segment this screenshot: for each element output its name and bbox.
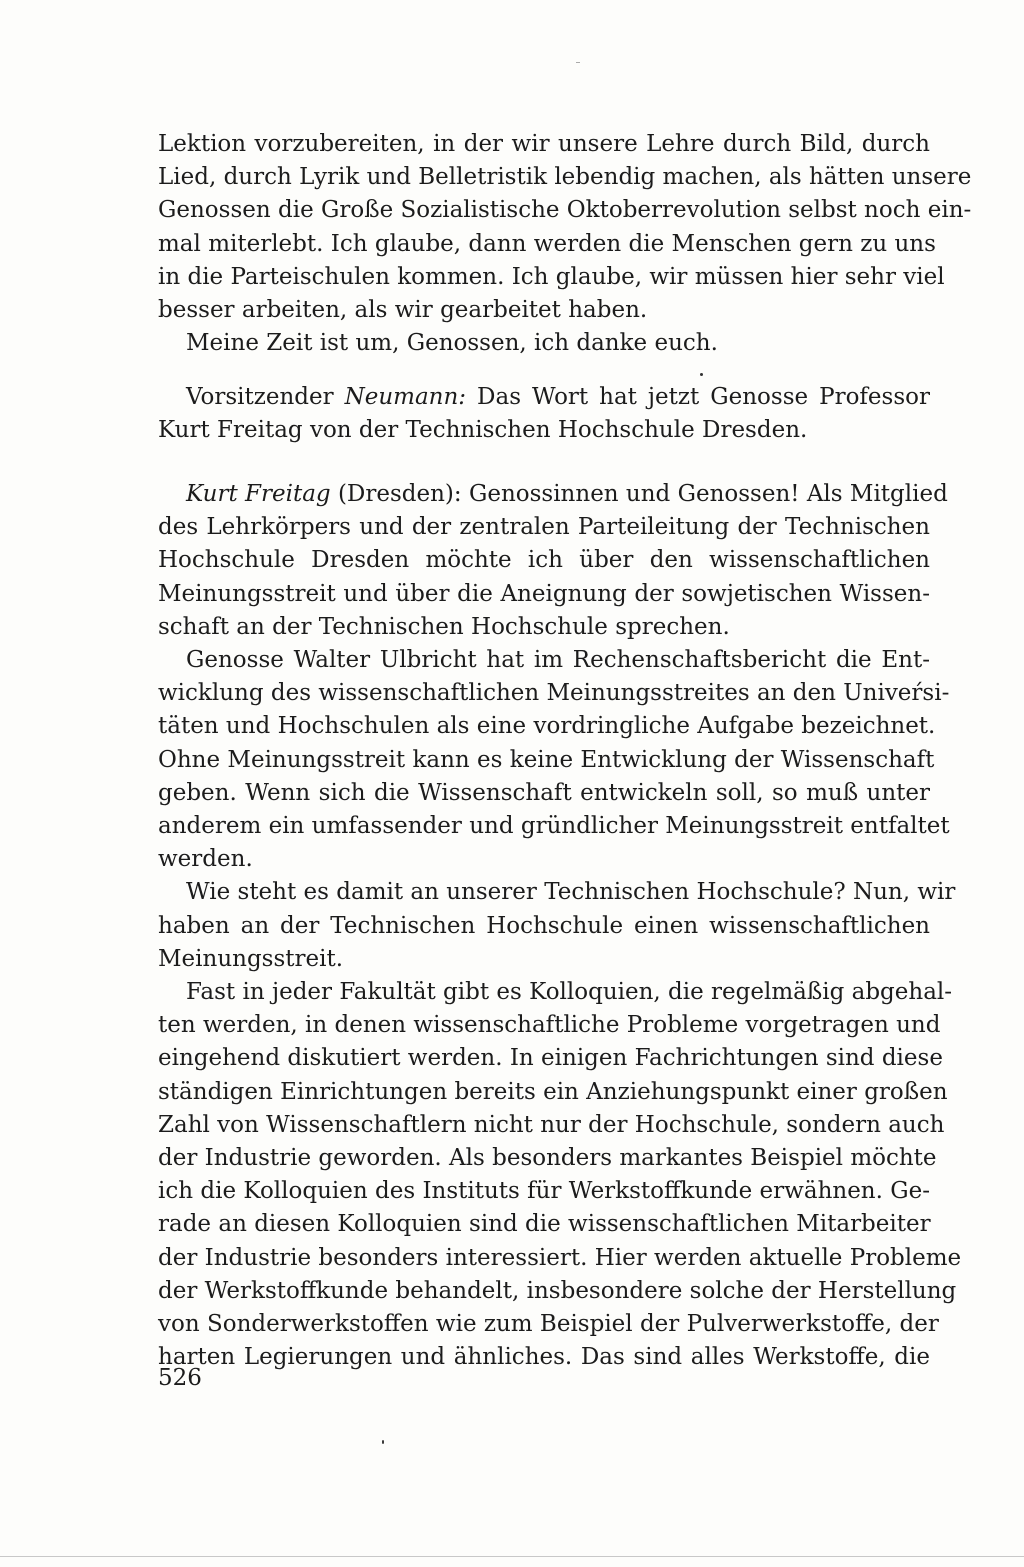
speaker-name: Kurt Freitag xyxy=(186,481,331,507)
text-line: der Industrie geworden. Als besonders markantes Beispiel möchte xyxy=(158,1145,937,1172)
text-line: Lied, durch Lyrik und Belletristik lebendig machen, als hätten unsere xyxy=(158,164,972,191)
text-line: Meinungsstreit. xyxy=(158,945,344,972)
scan-edge-rule xyxy=(0,1556,1024,1557)
chair-prefix: Vorsitzender xyxy=(186,384,345,410)
text-line: Genosse Walter Ulbricht hat im Rechenschaftsbericht die Ent- xyxy=(186,647,930,674)
text-line: ich die Kolloquien des Instituts für Werkstoffkunde erwähnen. Ge- xyxy=(158,1178,930,1205)
text-line: Wie steht es damit an unserer Technischen Hochschule? Nun, wir xyxy=(186,879,956,906)
text-line: von Sonderwerkstoffen wie zum Beispiel der Pulverwerkstoffe, der xyxy=(158,1311,939,1338)
text-line: geben. Wenn sich die Wissenschaft entwickeln soll, so muß unter xyxy=(158,779,930,806)
text-line: Lektion vorzubereiten, in der wir unsere Lehre durch Bild, durch xyxy=(158,131,930,157)
text-line: Genossen die Große Sozialistische Oktoberrevolution selbst noch ein- xyxy=(158,197,972,224)
text-line: in die Parteischulen kommen. Ich glaube, wir müssen hier sehr viel xyxy=(158,263,945,290)
text-line: Zahl von Wissenschaftlern nicht nur der Hochschule, sondern auch xyxy=(158,1111,945,1138)
text-line: Meine Zeit ist um, Genossen, ich danke euch. xyxy=(186,330,718,357)
text-line: täten und Hochschulen als eine vordringliche Aufgabe bezeichnet. xyxy=(158,713,936,740)
speck-mark xyxy=(700,373,703,376)
text-line xyxy=(158,478,948,511)
paragraph-continuation xyxy=(158,128,972,360)
page-number: 526 xyxy=(158,1365,202,1391)
text-line: rade an diesen Kolloquien sind die wissenschaftlichen Mitarbeiter xyxy=(158,1211,931,1238)
text-line: wicklung des wissenschaftlichen Meinungsstreites an den Univeŕsi- xyxy=(158,680,950,707)
text-line: haben an der Technischen Hochschule einen wissenschaftlichen xyxy=(158,912,930,939)
chair-rest: Das Wort hat jetzt Genosse Professor xyxy=(466,384,930,410)
text-line: schaft an der Technischen Hochschule sprechen. xyxy=(158,613,730,640)
text-line: anderem ein umfassender und gründlicher Meinungsstreit entfaltet xyxy=(158,813,950,840)
text-line: werden. xyxy=(158,846,253,873)
text-line: Fast in jeder Fakultät gibt es Kolloquien, die regelmäßig abgehal- xyxy=(186,979,953,1006)
text-line xyxy=(158,381,930,414)
text-line: mal miterlebt. Ich glaube, dann werden die Menschen gern zu uns xyxy=(158,230,936,257)
freitag-rest: (Dresden): Genossinnen und Genossen! Als Mitglied xyxy=(330,481,948,507)
speaker-name: Neumann: xyxy=(344,384,467,410)
chair-statement xyxy=(158,381,930,447)
text-line: der Industrie besonders interessiert. Hier werden aktuelle Probleme xyxy=(158,1244,962,1271)
text-line: der Werkstoffkunde behandelt, insbesondere solche der Herstellung xyxy=(158,1277,957,1304)
text-line: Meinungsstreit und über die Aneignung der sowjetischen Wissen- xyxy=(158,580,930,607)
text-line: des Lehrkörpers und der zentralen Parteileitung der Technischen xyxy=(158,514,930,541)
text-line: harten Legierungen und ähnliches. Das sind alles Werkstoffe, die xyxy=(158,1344,930,1371)
text-line: eingehend diskutiert werden. In einigen Fachrichtungen sind diese xyxy=(158,1045,943,1072)
text-line: ständigen Einrichtungen bereits ein Anziehungspunkt einer großen xyxy=(158,1078,948,1105)
text-line: Kurt Freitag von der Technischen Hochschule Dresden. xyxy=(158,417,808,444)
text-line: Hochschule Dresden möchte ich über den wissenschaftlichen xyxy=(158,547,930,574)
speck-mark xyxy=(382,1440,384,1444)
speech-freitag xyxy=(158,478,962,1374)
top-mark xyxy=(576,62,580,63)
text-line: besser arbeiten, als wir gearbeitet haben. xyxy=(158,297,648,324)
text-line: ten werden, in denen wissenschaftliche Probleme vorgetragen und xyxy=(158,1012,941,1039)
text-line: Ohne Meinungsstreit kann es keine Entwicklung der Wissenschaft xyxy=(158,746,935,773)
